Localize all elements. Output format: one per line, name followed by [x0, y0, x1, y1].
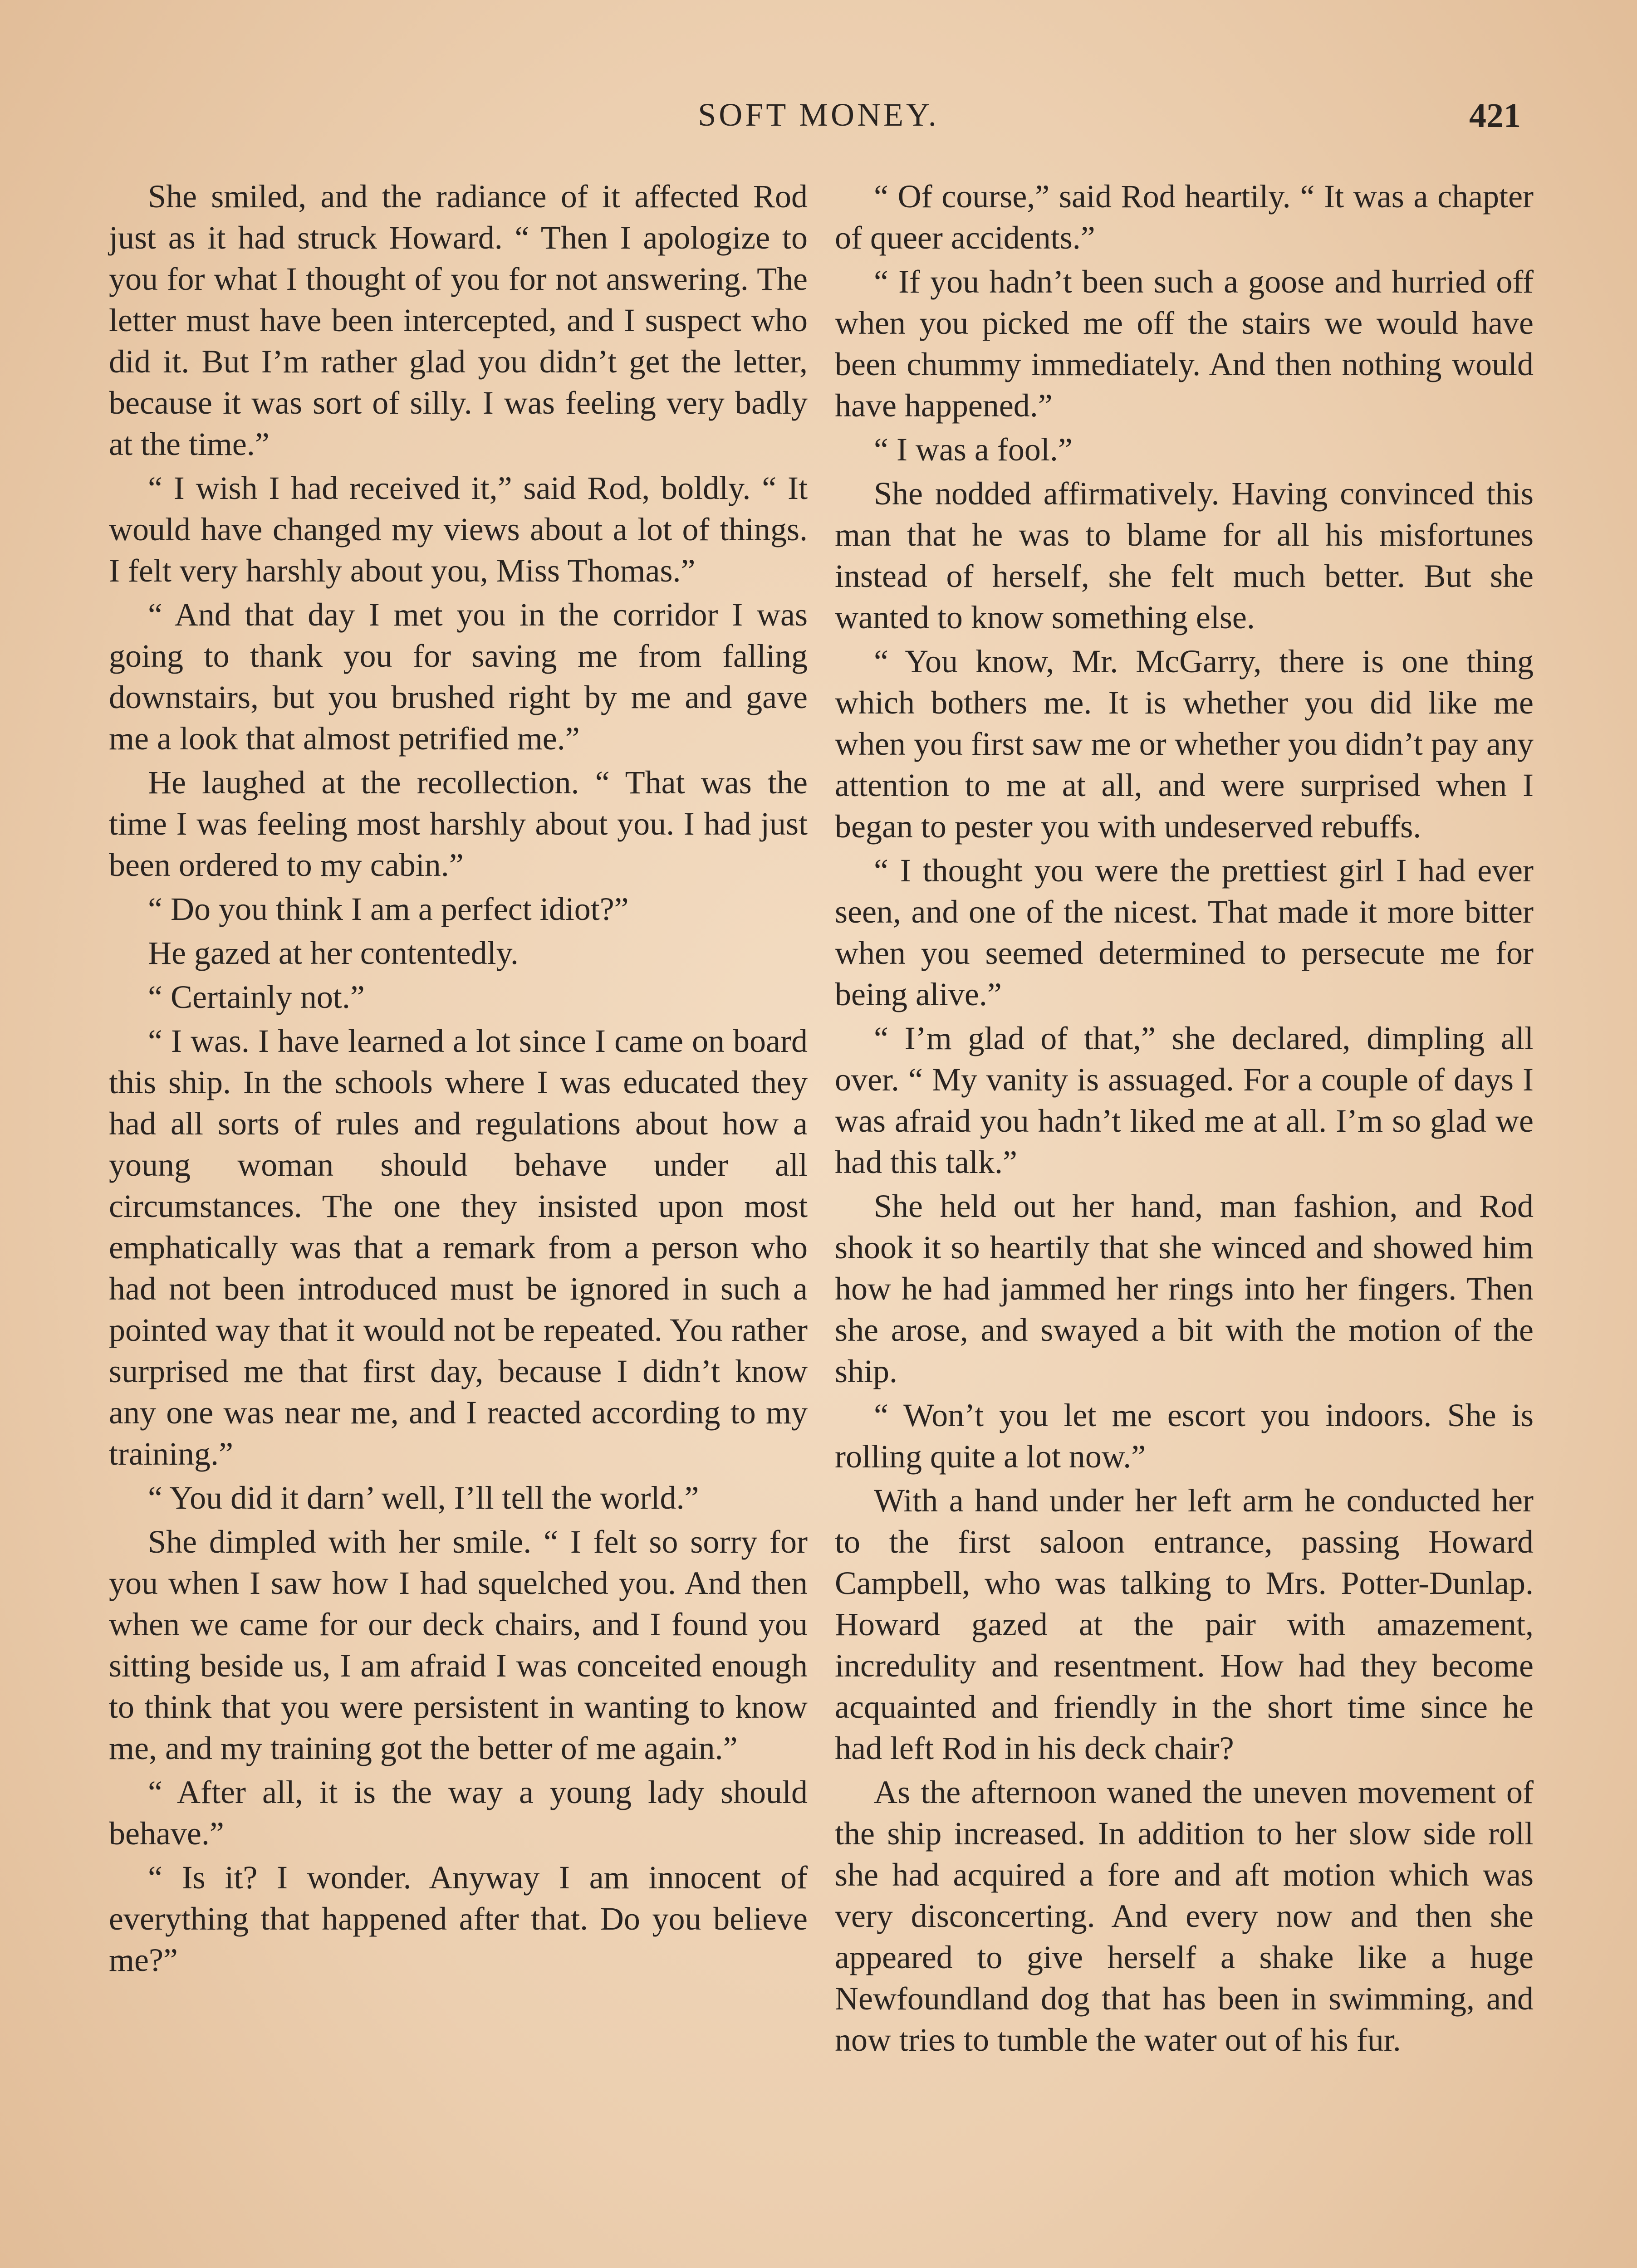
paragraph: As the afternoon waned the uneven movement of the ship increased. In addition to her slow side roll she had acquired a fore and aft motion which was very disconcerting. And every now and then she appeared to give herself a shake like a huge Newfoundland dog that has been in swimming, and now tries to tumble the water out of his fur.: [835, 1774, 1534, 2058]
paragraph: “ Certainly not.”: [148, 979, 365, 1015]
paragraph: “ I thought you were the prettiest girl I had ever seen, and one of the nicest. That made it more bitter when you seemed determined to persecute me for being alive.”: [835, 852, 1534, 1012]
paragraph: “ Of course,” said Rod heartily. “ It was a chapter of queer accidents.”: [835, 178, 1534, 256]
paragraph: “ After all, it is the way a young lady should behave.”: [109, 1774, 808, 1852]
paragraph: She smiled, and the radiance of it affected Rod just as it had struck Howard. “ Then I apologize to you for what I thought of you for not answering. The letter must have been intercepted, and I suspect who did it. But I’m rather glad you didn’t get the letter, because it was sort of silly. I was feeling very badly at the time.”: [109, 178, 808, 462]
paragraph: She held out her hand, man fashion, and Rod shook it so heartily that she winced and showed him how he had jammed her rings into her fingers. Then she arose, and swayed a bit with the motion of the ship.: [835, 1188, 1534, 1389]
paragraph: “ If you hadn’t been such a goose and hurried off when you picked me off the stairs we would have been chummy immediately. And then nothing would have happened.”: [835, 264, 1534, 424]
paragraph: “ You did it darn’ well, I’ll tell the world.”: [148, 1480, 699, 1516]
paragraph: “ You know, Mr. McGarry, there is one thing which bothers me. It is whether you did like me when you first saw me or whether you didn’t pay any attention to me at all, and were surprised when I began to pester you with undeserved rebuffs.: [835, 643, 1534, 845]
paragraph: “ I’m glad of that,” she declared, dimpling all over. “ My vanity is assuaged. For a couple of days I was afraid you hadn’t liked me at all. I’m so glad we had this talk.”: [835, 1020, 1534, 1180]
right-column: [835, 176, 1534, 2063]
paragraph: With a hand under her left arm he conducted her to the first saloon entrance, passing Howard Campbell, who was talking to Mrs. Potter-Dunlap. Howard gazed at the pair with amazement, incredulity and resentment. How had they become acquainted and friendly in the short time since he had left Rod in his deck chair?: [835, 1482, 1534, 1766]
paragraph: “ And that day I met you in the corridor I was going to thank you for saving me from falling downstairs, but you brushed right by me and gave me a look that almost petrified me.”: [109, 596, 808, 757]
paragraph: She nodded affirmatively. Having convinced this man that he was to blame for all his misfortunes instead of herself, she felt much better. But she wanted to know something else.: [835, 475, 1534, 635]
paragraph: “ Is it? I wonder. Anyway I am innocent of everything that happened after that. Do you believe me?”: [109, 1859, 808, 1978]
page-number: 421: [1469, 97, 1521, 135]
paragraph: “ I wish I had received it,” said Rod, boldly. “ It would have changed my views about a lot of things. I felt very harshly about you, Miss Thomas.”: [109, 470, 808, 589]
paragraph: “ I was a fool.”: [874, 431, 1073, 468]
page-header: [109, 96, 1528, 151]
paragraph: He laughed at the recollection. “ That was the time I was feeling most harshly about you. I had just been ordered to my cabin.”: [109, 764, 808, 883]
paragraph: “ Do you think I am a perfect idiot?”: [148, 891, 629, 927]
paragraph: “ I was. I have learned a lot since I came on board this ship. In the schools where I was educated they had all sorts of rules and regulations about how a young woman should behave under all circumstances. The one they insisted upon most emphatically was that a remark from a person who had not been introduced must be ignored in such a pointed way that it would not be repeated. You rather surprised me that first day, because I didn’t know any one was near me, and I reacted according to my training.”: [109, 1023, 808, 1472]
paragraph: “ Won’t you let me escort you indoors. She is rolling quite a lot now.”: [835, 1397, 1534, 1475]
left-column: [109, 176, 808, 1984]
running-title: SOFT MONEY.: [698, 97, 939, 133]
paragraph: He gazed at her contentedly.: [148, 935, 519, 971]
paragraph: She dimpled with her smile. “ I felt so sorry for you when I saw how I had squelched you. And then when we came for our deck chairs, and I found you sitting beside us, I am afraid I was conceited enough to think that you were persistent in wanting to know me, and my training got the better of me again.”: [109, 1524, 808, 1766]
